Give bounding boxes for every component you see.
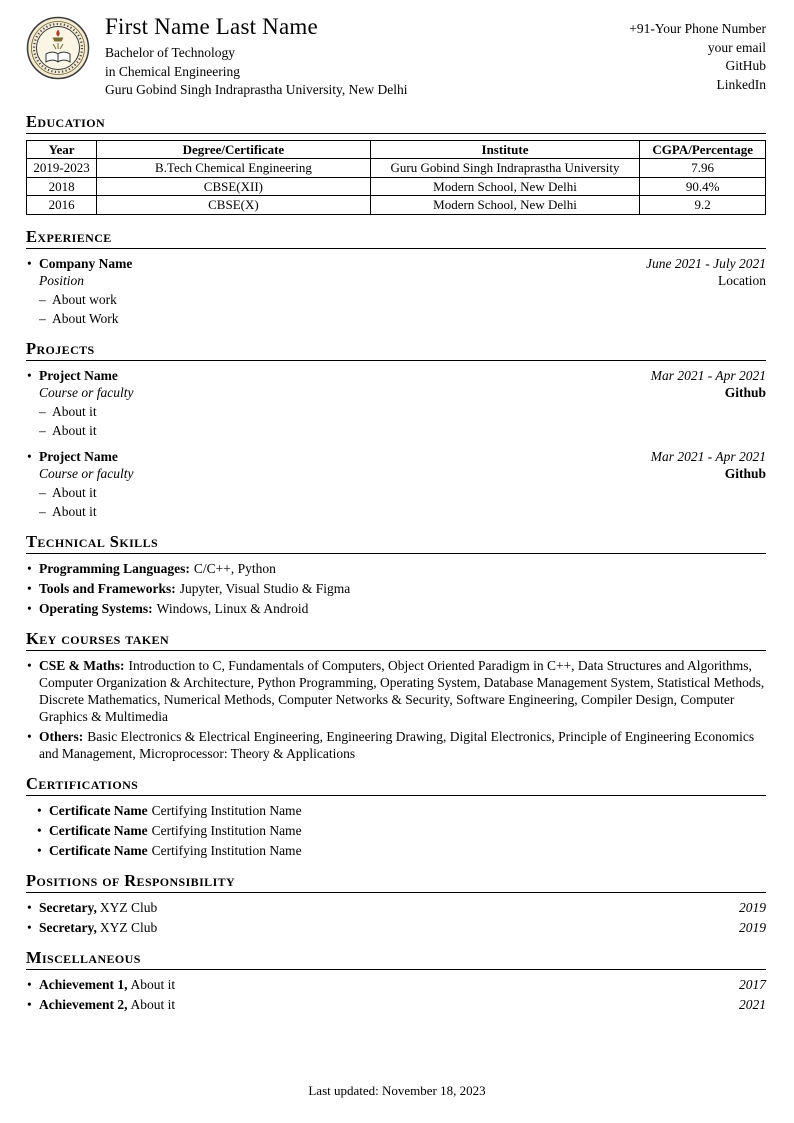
section-miscellaneous — [26, 948, 766, 1013]
project-bullet-text: About it — [52, 403, 97, 419]
email-link[interactable]: your email — [707, 39, 766, 55]
misc-row — [39, 996, 766, 1013]
col-header-degree: Degree/Certificate — [97, 140, 370, 159]
last-updated-note: Last updated: November 18, 2023 — [308, 1083, 486, 1098]
university-seal-icon — [26, 16, 90, 80]
education-table — [26, 140, 766, 215]
achievement-label: Achievement 1, — [39, 976, 128, 992]
university-name: Guru Gobind Singh Indraprastha University, New Delhi — [105, 82, 408, 97]
project-name: • Project Name — [39, 367, 118, 383]
cell-year: 2016 — [27, 196, 97, 215]
courses-heading: Key courses taken — [26, 629, 766, 651]
degree-line-2: in Chemical Engineering — [105, 63, 240, 79]
certifications-heading: Certifications — [26, 774, 766, 796]
section-key-courses — [26, 629, 766, 762]
position-role: Secretary, — [39, 899, 97, 915]
project-course: Course or faculty — [39, 384, 134, 400]
project-bullet — [39, 403, 766, 420]
cell-cgpa: 90.4% — [640, 177, 766, 196]
miscellaneous-heading: Miscellaneous — [26, 948, 766, 970]
achievement-year: 2017 — [739, 976, 766, 992]
experience-subtitle-row — [39, 272, 766, 289]
cell-degree: CBSE(X) — [97, 196, 370, 215]
achievement-detail: About it — [130, 996, 176, 1012]
github-link[interactable]: GitHub — [725, 58, 766, 73]
person-name: First Name Last Name — [105, 14, 318, 39]
certification-item — [36, 842, 766, 859]
skill-value: Jupyter, Visual Studio & Figma — [179, 580, 351, 596]
skill-item — [26, 600, 766, 617]
header-identity — [105, 14, 614, 100]
section-technical-skills — [26, 532, 766, 617]
misc-text — [39, 996, 175, 1013]
cell-institute: Modern School, New Delhi — [370, 177, 640, 196]
section-education — [26, 112, 766, 215]
cell-cgpa: 9.2 — [640, 196, 766, 215]
education-row — [27, 159, 766, 178]
skill-label: Programming Languages: — [39, 560, 190, 576]
misc-row — [39, 976, 766, 993]
misc-text — [39, 976, 175, 993]
education-row — [27, 196, 766, 215]
experience-location: Location — [718, 272, 766, 288]
experience-dates: June 2021 - July 2021 — [646, 255, 766, 271]
course-group-item — [26, 728, 766, 762]
achievement-detail: About it — [130, 976, 176, 992]
cell-degree: CBSE(XII) — [97, 177, 370, 196]
position-row — [39, 899, 766, 916]
section-projects — [26, 339, 766, 520]
project-bullet — [39, 484, 766, 501]
project-github-link[interactable]: Github — [724, 465, 766, 481]
col-header-institute: Institute — [370, 140, 640, 159]
section-experience — [26, 227, 766, 327]
project-bullet — [39, 503, 766, 520]
certification-item — [36, 802, 766, 819]
company-name: • Company Name — [39, 255, 133, 271]
experience-bullet-text: About work — [52, 291, 117, 307]
cell-year: 2018 — [27, 177, 97, 196]
position-org: XYZ Club — [99, 899, 158, 915]
position-text — [39, 919, 157, 936]
certificate-name: Certificate Name — [49, 842, 148, 858]
misc-item — [26, 996, 766, 1013]
project-item — [26, 367, 766, 439]
project-bullet-text: About it — [52, 422, 97, 438]
education-row — [27, 177, 766, 196]
course-group-item — [26, 657, 766, 725]
project-title-row — [39, 448, 766, 465]
project-bullet-text: About it — [52, 503, 97, 519]
resume-header — [26, 14, 766, 100]
position-title: Position — [39, 272, 85, 288]
certifying-institution: Certifying Institution Name — [151, 822, 302, 838]
section-certifications — [26, 774, 766, 859]
degree-line-1: Bachelor of Technology — [105, 45, 236, 60]
skill-item — [26, 560, 766, 577]
course-group-list: Introduction to C, Fundamentals of Computers, Object Oriented Paradigm in C++, Data Structures and Algorithms, Computer Organization & Architecture, Python Programming, Operating System, Database Management System, Statistical Methods, Discrete Mathematics, Numerical Methods, Computer Networks & Security, Software Engineering, Compiler Design, Computer Graphics & Multimedia — [39, 657, 765, 724]
skills-heading: Technical Skills — [26, 532, 766, 554]
cell-cgpa: 7.96 — [640, 159, 766, 178]
certification-item — [36, 822, 766, 839]
project-dates: Mar 2021 - Apr 2021 — [650, 448, 766, 464]
position-item — [26, 899, 766, 916]
project-subtitle-row — [39, 465, 766, 482]
project-bullet — [39, 422, 766, 439]
course-group-label: CSE & Maths: — [39, 657, 125, 673]
project-name: • Project Name — [39, 448, 118, 464]
position-text — [39, 899, 157, 916]
position-year: 2019 — [739, 919, 766, 935]
positions-heading: Positions of Responsibility — [26, 871, 766, 893]
phone-number: +91-Your Phone Number — [629, 21, 766, 36]
achievement-year: 2021 — [739, 996, 766, 1012]
experience-title-row — [39, 255, 766, 272]
position-role: Secretary, — [39, 919, 97, 935]
cell-institute: Modern School, New Delhi — [370, 196, 640, 215]
education-heading: Education — [26, 112, 766, 134]
project-bullet-text: About it — [52, 484, 97, 500]
project-title-row — [39, 367, 766, 384]
project-item — [26, 448, 766, 520]
certificate-name: Certificate Name — [49, 822, 148, 838]
position-item — [26, 919, 766, 936]
project-dates: Mar 2021 - Apr 2021 — [650, 367, 766, 383]
education-table-header-row — [27, 140, 766, 159]
experience-item — [26, 255, 766, 327]
misc-item — [26, 976, 766, 993]
project-github-link[interactable]: Github — [724, 384, 766, 400]
skill-label: Operating Systems: — [39, 600, 153, 616]
certificate-name: Certificate Name — [49, 802, 148, 818]
certifying-institution: Certifying Institution Name — [151, 802, 302, 818]
col-header-year: Year — [27, 140, 97, 159]
skill-value: Windows, Linux & Android — [156, 600, 309, 616]
linkedin-link[interactable]: LinkedIn — [716, 76, 766, 92]
cell-institute: Guru Gobind Singh Indraprastha University — [370, 159, 640, 178]
position-year: 2019 — [739, 899, 766, 915]
experience-heading: Experience — [26, 227, 766, 249]
course-group-list: Basic Electronics & Electrical Engineering, Engineering Drawing, Digital Electronics, Principle of Engineering Economics and Management, Microprocessor: Theory & Applications — [39, 728, 755, 761]
experience-bullet — [39, 291, 766, 308]
skill-item — [26, 580, 766, 597]
projects-heading: Projects — [26, 339, 766, 361]
cell-year: 2019-2023 — [27, 159, 97, 178]
skill-label: Tools and Frameworks: — [39, 580, 176, 596]
project-subtitle-row — [39, 384, 766, 401]
section-positions — [26, 871, 766, 936]
course-group-label: Others: — [39, 728, 84, 744]
position-row — [39, 919, 766, 936]
achievement-label: Achievement 2, — [39, 996, 128, 1012]
skill-value: C/C++, Python — [193, 560, 276, 576]
experience-bullet-text: About Work — [52, 310, 119, 326]
position-org: XYZ Club — [99, 919, 158, 935]
university-logo — [26, 16, 90, 84]
certifying-institution: Certifying Institution Name — [151, 842, 302, 858]
experience-bullet — [39, 310, 766, 327]
header-contact — [629, 14, 766, 94]
cell-degree: B.Tech Chemical Engineering — [97, 159, 370, 178]
project-course: Course or faculty — [39, 465, 134, 481]
col-header-cgpa: CGPA/Percentage — [640, 140, 766, 159]
